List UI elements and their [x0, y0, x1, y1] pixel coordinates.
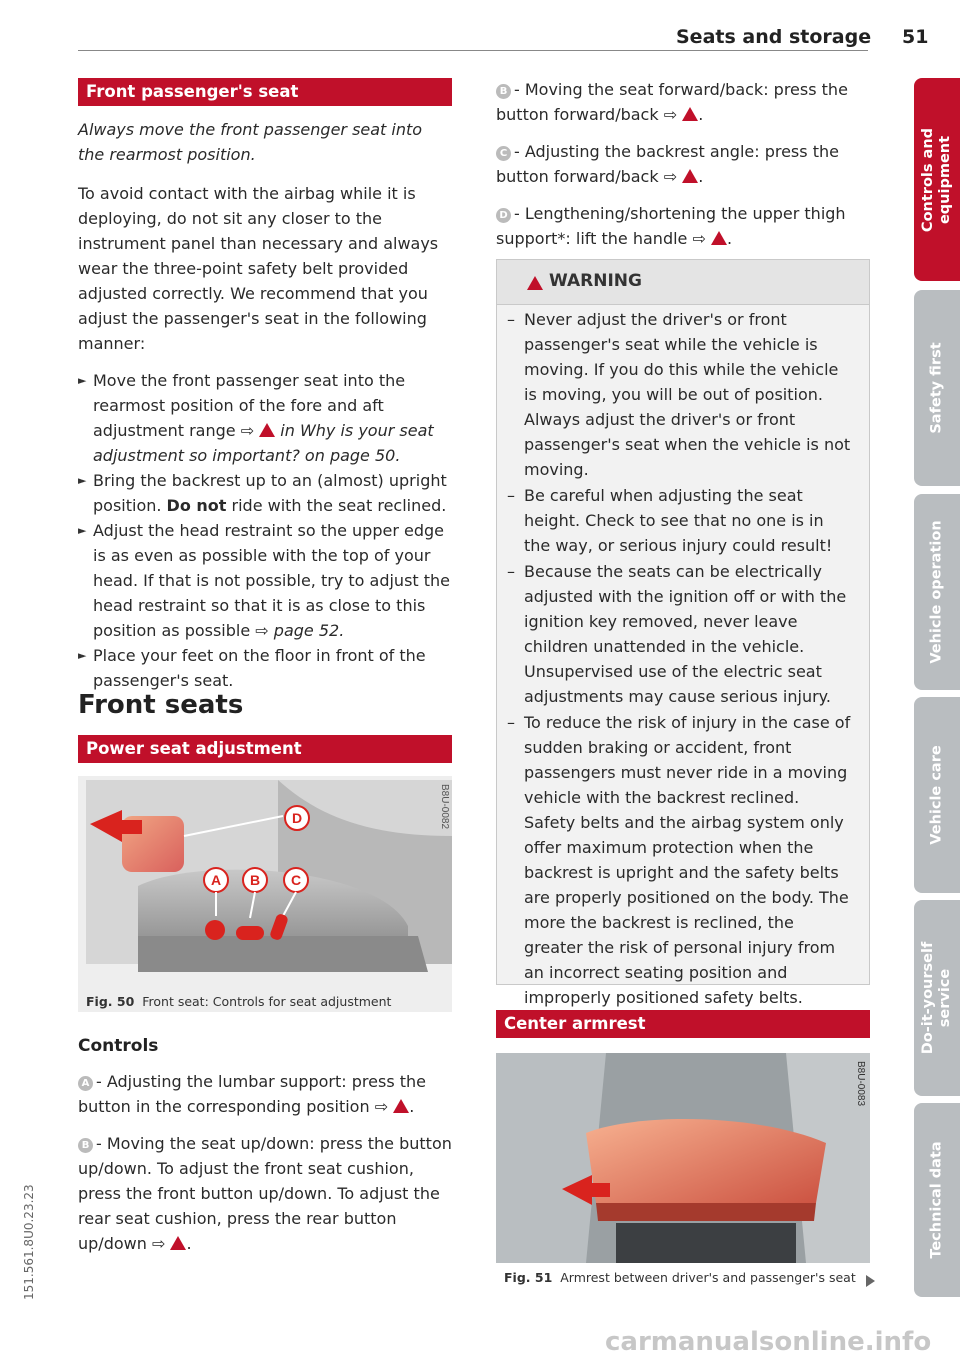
instruction-1: ► Move the front passenger seat into the rearmost position of the fore and aft adjustment range ⇨ in Why is your seat adjustment so important? on page 50. — [78, 368, 452, 468]
page-number: 51 — [902, 26, 929, 48]
warning-item: – Never adjust the driver's or front passenger's seat while the vehicle is moving. If you do this while the vehicle is moving, you will be out of position. Always adjust the driver's or front passenger's seat when the vehicle is not moving. — [497, 307, 853, 482]
tab-vehicle-operation[interactable]: Vehicle operation — [914, 494, 960, 690]
tab-controls-and-equipment[interactable]: Controls and equipment — [914, 78, 960, 281]
left-column-text — [78, 117, 452, 693]
document-code: 151.561.8U0.23.23 — [22, 1184, 36, 1300]
page-reference-link[interactable]: page 52. — [273, 621, 345, 640]
tab-technical-data[interactable]: Technical data — [914, 1103, 960, 1297]
tab-vehicle-care[interactable]: Vehicle care — [914, 697, 960, 893]
warning-icon — [527, 276, 543, 290]
warning-list — [497, 307, 853, 1010]
figure-50-caption: Fig. 50 Front seat: Controls for seat adjustment — [86, 994, 392, 1009]
label-d-icon: D — [496, 208, 511, 223]
control-c: C - Adjusting the backrest angle: press the button forward/back ⇨ . — [496, 142, 839, 186]
label-c-icon: C — [496, 146, 511, 161]
control-a: A - Adjusting the lumbar support: press the button in the corresponding position ⇨ . — [78, 1072, 426, 1116]
section-title-power-seat-adjustment: Power seat adjustment — [78, 735, 452, 763]
intro-italic: Always move the front passenger seat into the rearmost position. — [78, 120, 423, 164]
continued-arrow-icon — [866, 1275, 875, 1287]
section-title-front-seats: Front seats — [78, 690, 244, 720]
label-b-icon: B — [78, 1138, 93, 1153]
label-a-icon: A — [78, 1076, 93, 1091]
watermark: carmanualsonline.info — [605, 1327, 932, 1357]
control-b-forward: B - Moving the seat forward/back: press the button forward/back ⇨ . — [496, 80, 848, 124]
warning-icon — [682, 107, 698, 121]
armrest-illustration — [496, 1053, 870, 1263]
instruction-4: ► Place your feet on the floor in front of the passenger's seat. — [78, 643, 452, 693]
controls-list-left — [78, 1069, 452, 1256]
warning-box — [496, 259, 870, 1007]
warning-item: – To reduce the risk of injury in the case of sudden braking or accident, front passengers must never ride in a moving vehicle with the backrest reclined. Safety belts and the airbag system only offer maximum protection when the backrest is upright and the safety belts are properly positioned on the body. The more the backrest is reclined, the greater the risk of personal injury from an incorrect seating position and improperly positioned safety belts. — [497, 710, 853, 1010]
intro-paragraph: To avoid contact with the airbag while it is deploying, do not sit any closer to the instrument panel than necessary and always wear the three-point safety belt provided adjusted correctly. We recommend that you adjust the passenger's seat in the following manner: — [78, 184, 439, 353]
control-b: B - Moving the seat up/down: press the button up/down. To adjust the front seat cushion, press the front button up/down. To adjust the rear seat cushion, press the rear button up/down ⇨ . — [78, 1134, 452, 1253]
warning-item: – Because the seats can be electrically adjusted with the ignition off or with the ignition key removed, never leave children unattended in the vehicle. Unsupervised use of the electric seat adjustments may cause serious injury. — [497, 559, 853, 709]
figure-51-caption: Fig. 51 Armrest between driver's and passenger's seat — [504, 1270, 856, 1285]
instruction-2: ► Bring the backrest up to an (almost) upright position. Do not ride with the seat reclined. — [78, 468, 452, 518]
warning-icon — [170, 1236, 186, 1250]
warning-title: WARNING — [549, 271, 642, 291]
svg-text:B: B — [249, 872, 261, 888]
seat-controls-illustration — [78, 776, 452, 1012]
warning-icon — [393, 1099, 409, 1113]
tab-do-it-yourself-service[interactable]: Do-it-yourself service — [914, 900, 960, 1096]
svg-text:D: D — [291, 810, 303, 826]
label-b-icon: B — [496, 84, 511, 99]
warning-icon — [711, 231, 727, 245]
figure-50 — [78, 776, 452, 1012]
warning-icon — [259, 423, 275, 437]
figure-code: B8U-0083 — [855, 1061, 866, 1107]
page-reference-link[interactable]: in Why is your seat adjustment so important? on page 50. — [93, 421, 434, 465]
section-title-front-passenger-seat: Front passenger's seat — [78, 78, 452, 106]
svg-text:C: C — [290, 872, 302, 888]
figure-51 — [496, 1053, 870, 1263]
section-title-center-armrest: Center armrest — [496, 1010, 870, 1038]
header-rule — [78, 50, 868, 51]
running-header-title: Seats and storage — [676, 26, 872, 48]
warning-header — [497, 260, 869, 305]
svg-text:A: A — [210, 872, 222, 888]
control-d: D - Lengthening/shortening the upper thigh support*: lift the handle ⇨ . — [496, 204, 846, 248]
instruction-3: ► Adjust the head restraint so the upper edge is as even as possible with the top of your head. If that is not possible, try to adjust the head restraint so that it is as close to this position as possible ⇨ page 52. — [78, 518, 452, 643]
figure-code: B8U-0082 — [439, 784, 450, 830]
warning-item: – Be careful when adjusting the seat height. Check to see that no one is in the way, or serious injury could result! — [497, 483, 853, 558]
warning-icon — [682, 169, 698, 183]
tab-safety-first[interactable]: Safety first — [914, 290, 960, 486]
controls-list-right — [496, 77, 870, 251]
controls-heading: Controls — [78, 1036, 159, 1056]
